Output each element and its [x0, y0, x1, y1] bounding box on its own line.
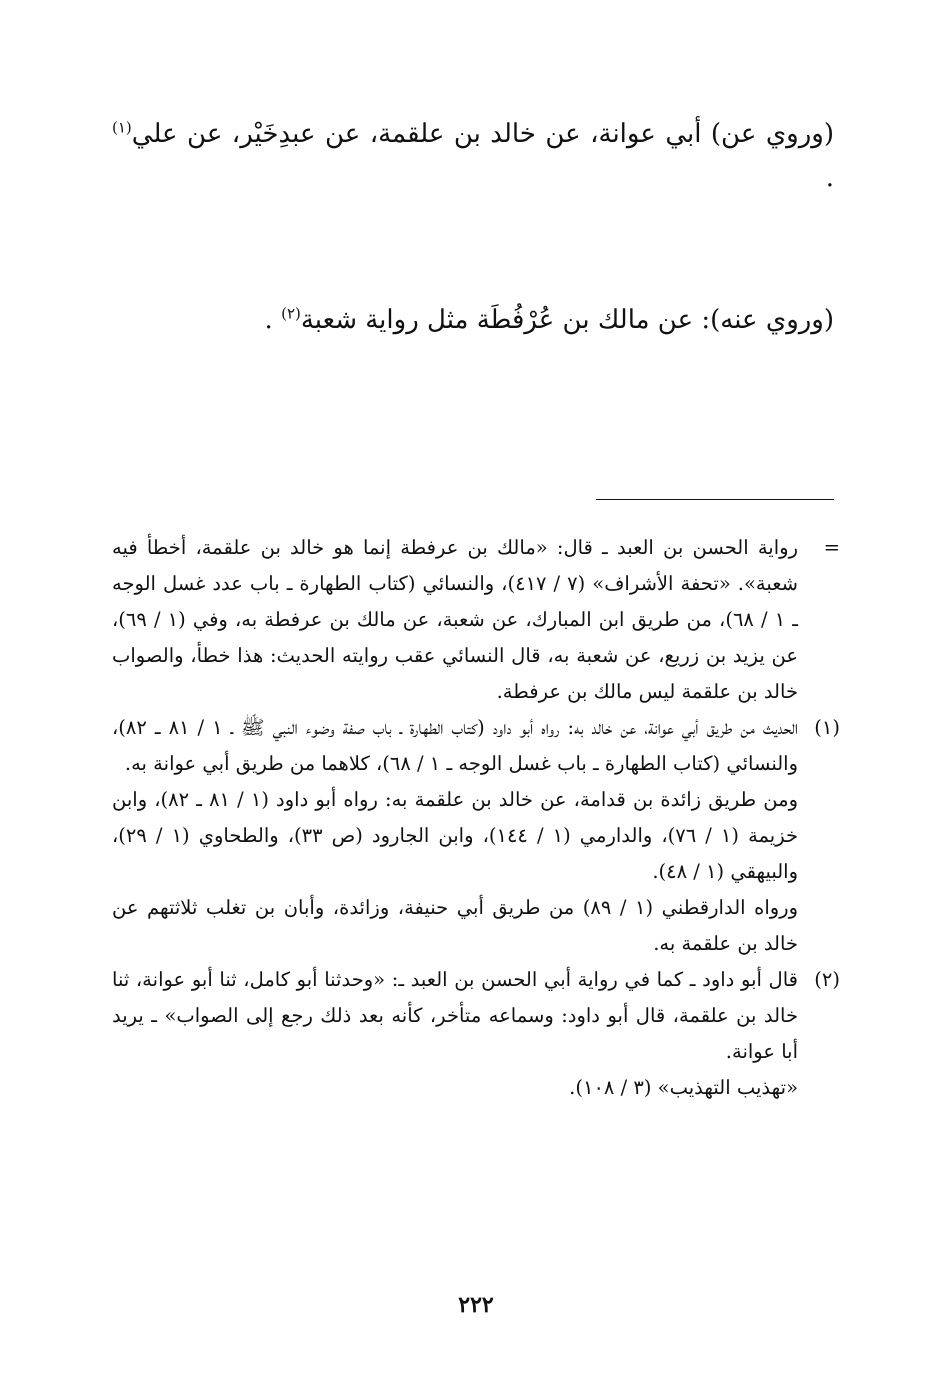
main-paragraph-2	[112, 298, 834, 342]
footnote-1-paragraph: ورواه الدارقطني (١ / ٨٩) من طريق أبي حنيفة، وزائدة، وأبان بن تغلب ثلاثتهم عن خالد بن علقمة به.	[112, 896, 798, 955]
main-paragraph-1-text: (وروي عن) أبي عوانة، عن خالد بن علقمة، عن عبدِخَيْر، عن علي	[131, 119, 834, 149]
page-number: ٢٢٢	[458, 1292, 494, 1318]
footnote-ref-1[interactable]: (١)	[112, 118, 132, 137]
main-paragraph-1-end: .	[825, 163, 834, 193]
footnote-2-marker: (٢)	[814, 968, 840, 991]
footnote-separator	[596, 499, 834, 500]
main-paragraph-2-end: .	[264, 305, 282, 335]
footnote-1-paragraph: ومن طريق زائدة بن قدامة، عن خالد بن علقمة به: رواه أبو داود (١ / ٨١ ـ ٨٢)، وابن خزيمة (١ / ٧٦)، والدارمي (١ / ١٤٤)، وابن الجارود (ص ٣٣)، والطحاوي (١ / ٢٩)، والبيهقي (١ / ٤٨).	[112, 788, 799, 883]
footnote-2	[112, 962, 840, 1106]
footnote-2-paragraph: «تهذيب التهذيب» (٣ / ١٠٨).	[569, 1076, 798, 1099]
footnote-1	[112, 710, 840, 962]
footnote-1-paragraph: الحديث من طريق أبي عوانة، عن خالد به: رواه أبو داود (كتاب الطهارة ـ باب صفة وضوء النبي ﷺ ـ ١ / ٨١ ـ ٨٢)، والنسائي (كتاب الطهارة ـ باب غسل الوجه ـ ١ / ٦٨)، كلاهما من طريق أبي عوانة به.	[112, 716, 798, 775]
footnote-1-marker: (١)	[814, 716, 840, 739]
continuation-marker: =	[823, 536, 840, 559]
footnote-continuation-text: رواية الحسن بن العبد ـ قال: «مالك بن عرفطة إنما هو خالد بن علقمة، أخطأ فيه شعبة». «تحفة الأشراف» (٧ / ٤١٧)، والنسائي (كتاب الطهارة ـ باب عدد غسل الوجه ـ ١ / ٦٨)، من طريق ابن المبارك، عن شعبة، عن مالك بن عرفطة به، وفي (١ / ٦٩)، عن يزيد بن زريع، عن شعبة به، قال النسائي عقب روايته الحديث: هذا خطأ، والصواب خالد بن علقمة ليس مالك بن عرفطة.	[112, 536, 799, 703]
main-paragraph-2-text: (وروي عنه): عن مالك بن عُرْفُطَة مثل رواية شعبة	[300, 305, 834, 335]
footnote-2-paragraph: قال أبو داود ـ كما في رواية أبي الحسن بن العبد ـ: «وحدثنا أبو كامل، ثنا أبو عوانة، ثنا خالد بن علقمة، قال أبو داود: وسماعه متأخر، كأنه بعد ذلك رجع إلى الصواب» ـ يريد أبا عوانة.	[112, 968, 799, 1063]
footnote-ref-2[interactable]: (٢)	[281, 304, 301, 323]
footnote-continuation	[112, 530, 840, 710]
footnotes-section	[112, 530, 840, 1106]
main-paragraph-1	[112, 112, 834, 200]
